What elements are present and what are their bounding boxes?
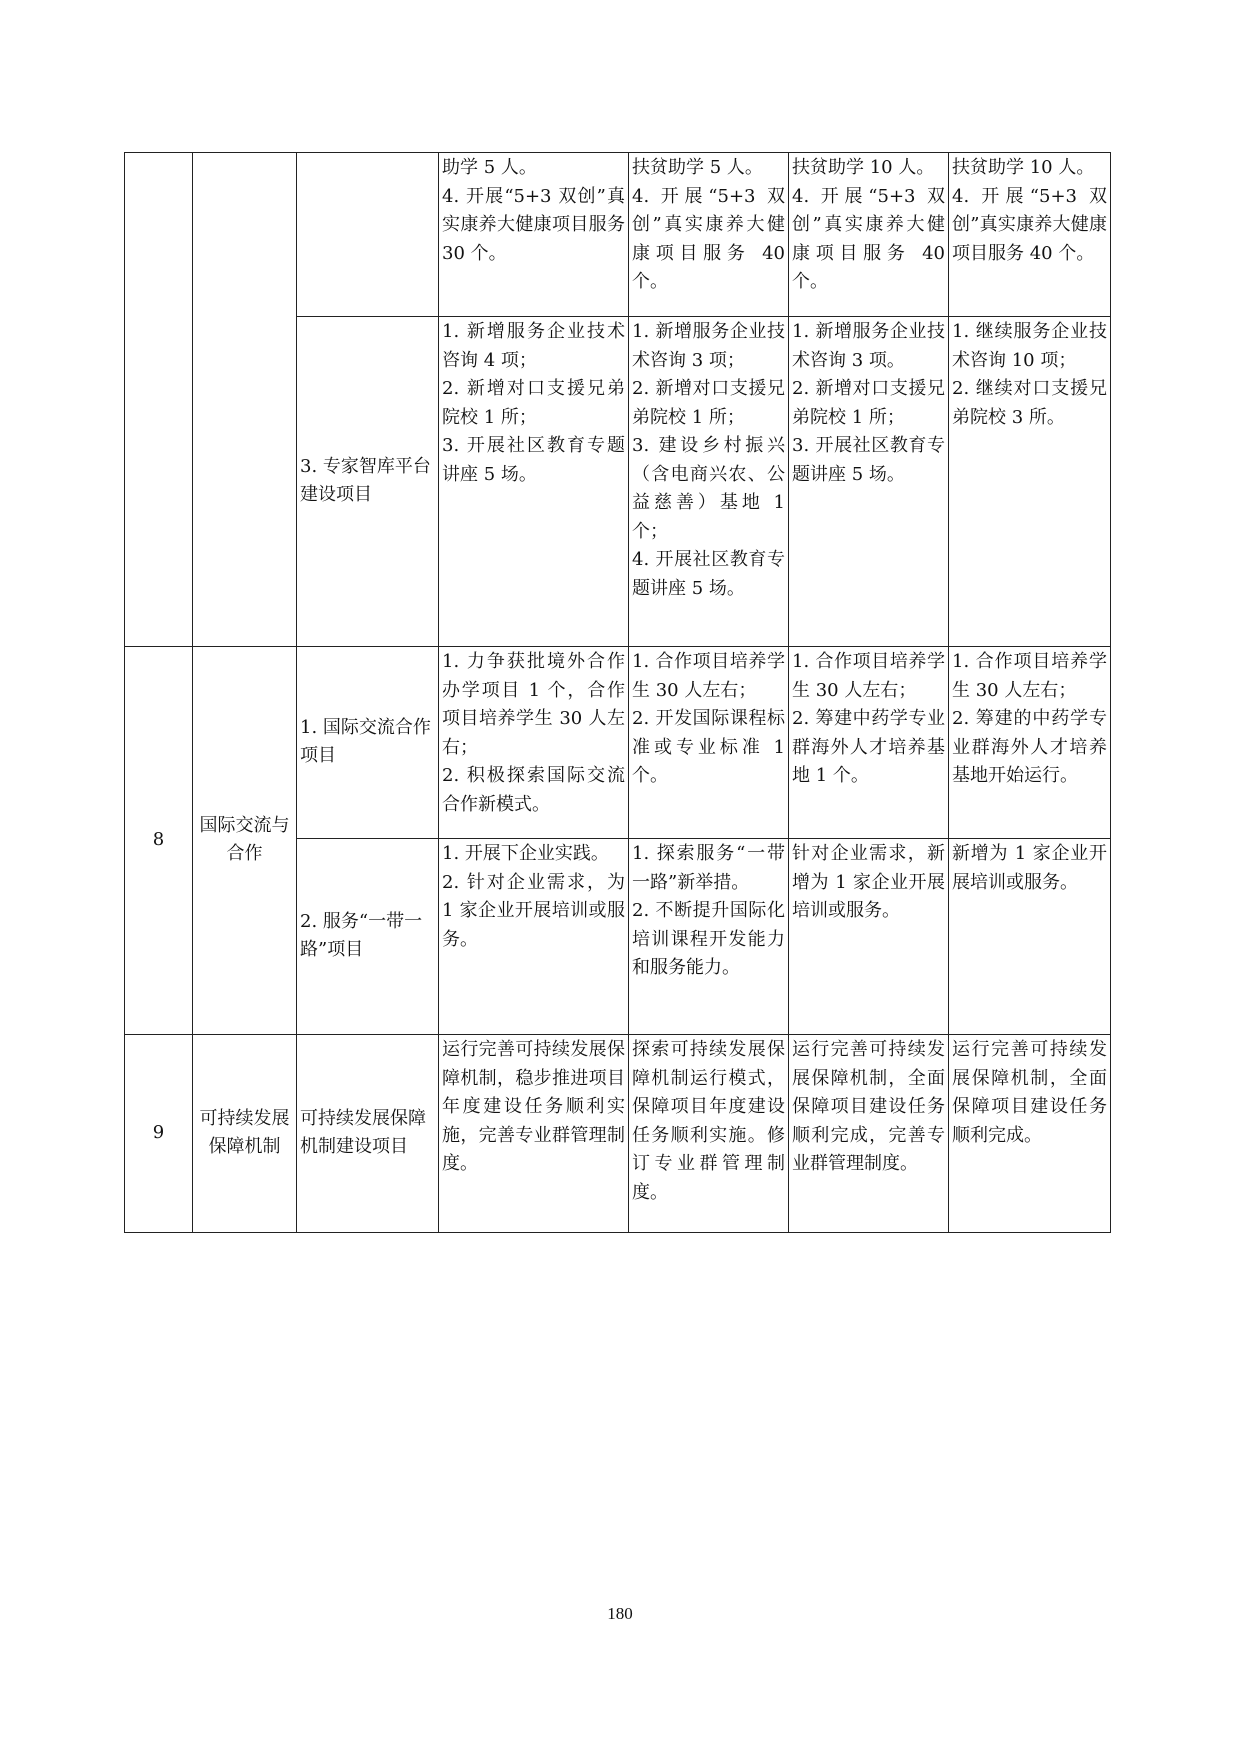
- cell-line: 3. 开展社区教育专题讲座 5 场。: [442, 435, 625, 485]
- task-cell: 国际交流与合作: [193, 647, 297, 1035]
- cell-line: 2. 继续对口支援兄弟院校 3 所。: [952, 378, 1107, 428]
- cell-2027: [789, 153, 949, 317]
- cell-line: 助学 5 人。: [442, 157, 537, 178]
- cell-line: 运行完善可持续发展保障机制，全面保障项目建设任务顺利完成，完善专业群管理制度。: [792, 1039, 945, 1174]
- cell-line: 探索可持续发展保障机制运行模式，保障项目年度建设任务顺利实施。修订专业群管理制度。: [632, 1039, 785, 1203]
- cell-line: 3. 建设乡村振兴（含电商兴农、公益慈善）基地 1 个；: [632, 435, 785, 542]
- cell-line: 1. 探索服务“一带一路”新举措。: [632, 843, 785, 893]
- cell-line: 2. 不断提升国际化培训课程开发能力和服务能力。: [632, 900, 785, 978]
- number-cell: 8: [125, 647, 193, 1035]
- cell-2027: [789, 317, 949, 647]
- construction-plan-table: [124, 152, 1111, 1233]
- task-cell: [193, 153, 297, 647]
- cell-line: 运行完善可持续发展保障机制，全面保障项目建设任务顺利完成。: [952, 1039, 1107, 1146]
- cell-line: 3. 开展社区教育专题讲座 5 场。: [792, 435, 945, 485]
- cell-line: 1. 合作项目培养学生 30 人左右；: [632, 651, 785, 701]
- project-cell: 2. 服务“一带一路”项目: [297, 839, 439, 1035]
- cell-2026: [629, 317, 789, 647]
- cell-line: 2. 积极探索国际交流合作新模式。: [442, 765, 625, 815]
- cell-line: 1. 新增服务企业技术咨询 4 项；: [442, 321, 625, 371]
- cell-line: 2. 新增对口支援兄弟院校 1 所；: [442, 378, 625, 428]
- cell-line: 4. 开展“5+3 双创”真实康养大健康项目服务 40 个。: [952, 185, 1107, 264]
- cell-2025: [439, 839, 629, 1035]
- table-row: [125, 647, 1111, 839]
- cell-line: 扶贫助学 5 人。: [632, 157, 763, 178]
- cell-2025: [439, 317, 629, 647]
- project-cell: [297, 153, 439, 317]
- cell-2028: [949, 647, 1111, 839]
- cell-2026: [629, 839, 789, 1035]
- table-row: [125, 1035, 1111, 1233]
- cell-line: 运行完善可持续发展保障机制，稳步推进项目年度建设任务顺利实施，完善专业群管理制度。: [442, 1039, 625, 1174]
- cell-line: 1. 合作项目培养学生 30 人左右；: [952, 651, 1107, 701]
- cell-2027: [789, 839, 949, 1035]
- cell-2028: [949, 153, 1111, 317]
- cell-2026: [629, 647, 789, 839]
- cell-line: 4. 开展社区教育专题讲座 5 场。: [632, 549, 785, 599]
- cell-line: 2. 新增对口支援兄弟院校 1 所；: [632, 378, 785, 428]
- number-cell: 9: [125, 1035, 193, 1233]
- cell-line: 1. 开展下企业实践。: [442, 843, 609, 864]
- cell-line: 1. 继续服务企业技术咨询 10 项；: [952, 321, 1107, 371]
- cell-line: 2. 针对企业需求，为 1 家企业开展培训或服务。: [442, 871, 625, 950]
- cell-2028: [949, 839, 1111, 1035]
- cell-line: 4. 开展“5+3 双创”真实康养大健康项目服务 40 个。: [632, 185, 785, 292]
- cell-line: 针对企业需求，新增为 1 家企业开展培训或服务。: [792, 843, 945, 921]
- project-cell: 3. 专家智库平台建设项目: [297, 317, 439, 647]
- cell-line: 1. 新增服务企业技术咨询 3 项。: [792, 321, 945, 371]
- cell-line: 2. 筹建中药学专业群海外人才培养基地 1 个。: [792, 708, 945, 786]
- cell-line: 2. 筹建的中药学专业群海外人才培养基地开始运行。: [952, 708, 1107, 786]
- cell-line: 4. 开展“5+3 双创”真实康养大健康项目服务 40 个。: [792, 185, 945, 292]
- cell-line: 1. 新增服务企业技术咨询 3 项；: [632, 321, 785, 371]
- cell-line: 2. 新增对口支援兄弟院校 1 所；: [792, 378, 945, 428]
- cell-2026: [629, 153, 789, 317]
- cell-2025: [439, 1035, 629, 1233]
- cell-line: 1. 合作项目培养学生 30 人左右；: [792, 651, 945, 701]
- cell-line: 扶贫助学 10 人。: [952, 157, 1095, 178]
- cell-2026: [629, 1035, 789, 1233]
- cell-line: 1. 力争获批境外合作办学项目 1 个，合作项目培养学生 30 人左右；: [442, 651, 625, 758]
- cell-2025: [439, 647, 629, 839]
- cell-2025: [439, 153, 629, 317]
- cell-2028: [949, 1035, 1111, 1233]
- task-cell: 可持续发展保障机制: [193, 1035, 297, 1233]
- page-number: 180: [607, 1604, 633, 1623]
- cell-line: 2. 开发国际课程标准或专业标准 1 个。: [632, 708, 785, 786]
- table-row: [125, 153, 1111, 317]
- cell-2028: [949, 317, 1111, 647]
- project-cell: 可持续发展保障机制建设项目: [297, 1035, 439, 1233]
- cell-line: 新增为 1 家企业开展培训或服务。: [952, 843, 1107, 893]
- cell-line: 扶贫助学 10 人。: [792, 157, 935, 178]
- cell-2027: [789, 647, 949, 839]
- cell-2027: [789, 1035, 949, 1233]
- cell-line: 4. 开展“5+3 双创”真实康养大健康项目服务 30 个。: [442, 185, 625, 264]
- project-cell: 1. 国际交流合作项目: [297, 647, 439, 839]
- number-cell: [125, 153, 193, 647]
